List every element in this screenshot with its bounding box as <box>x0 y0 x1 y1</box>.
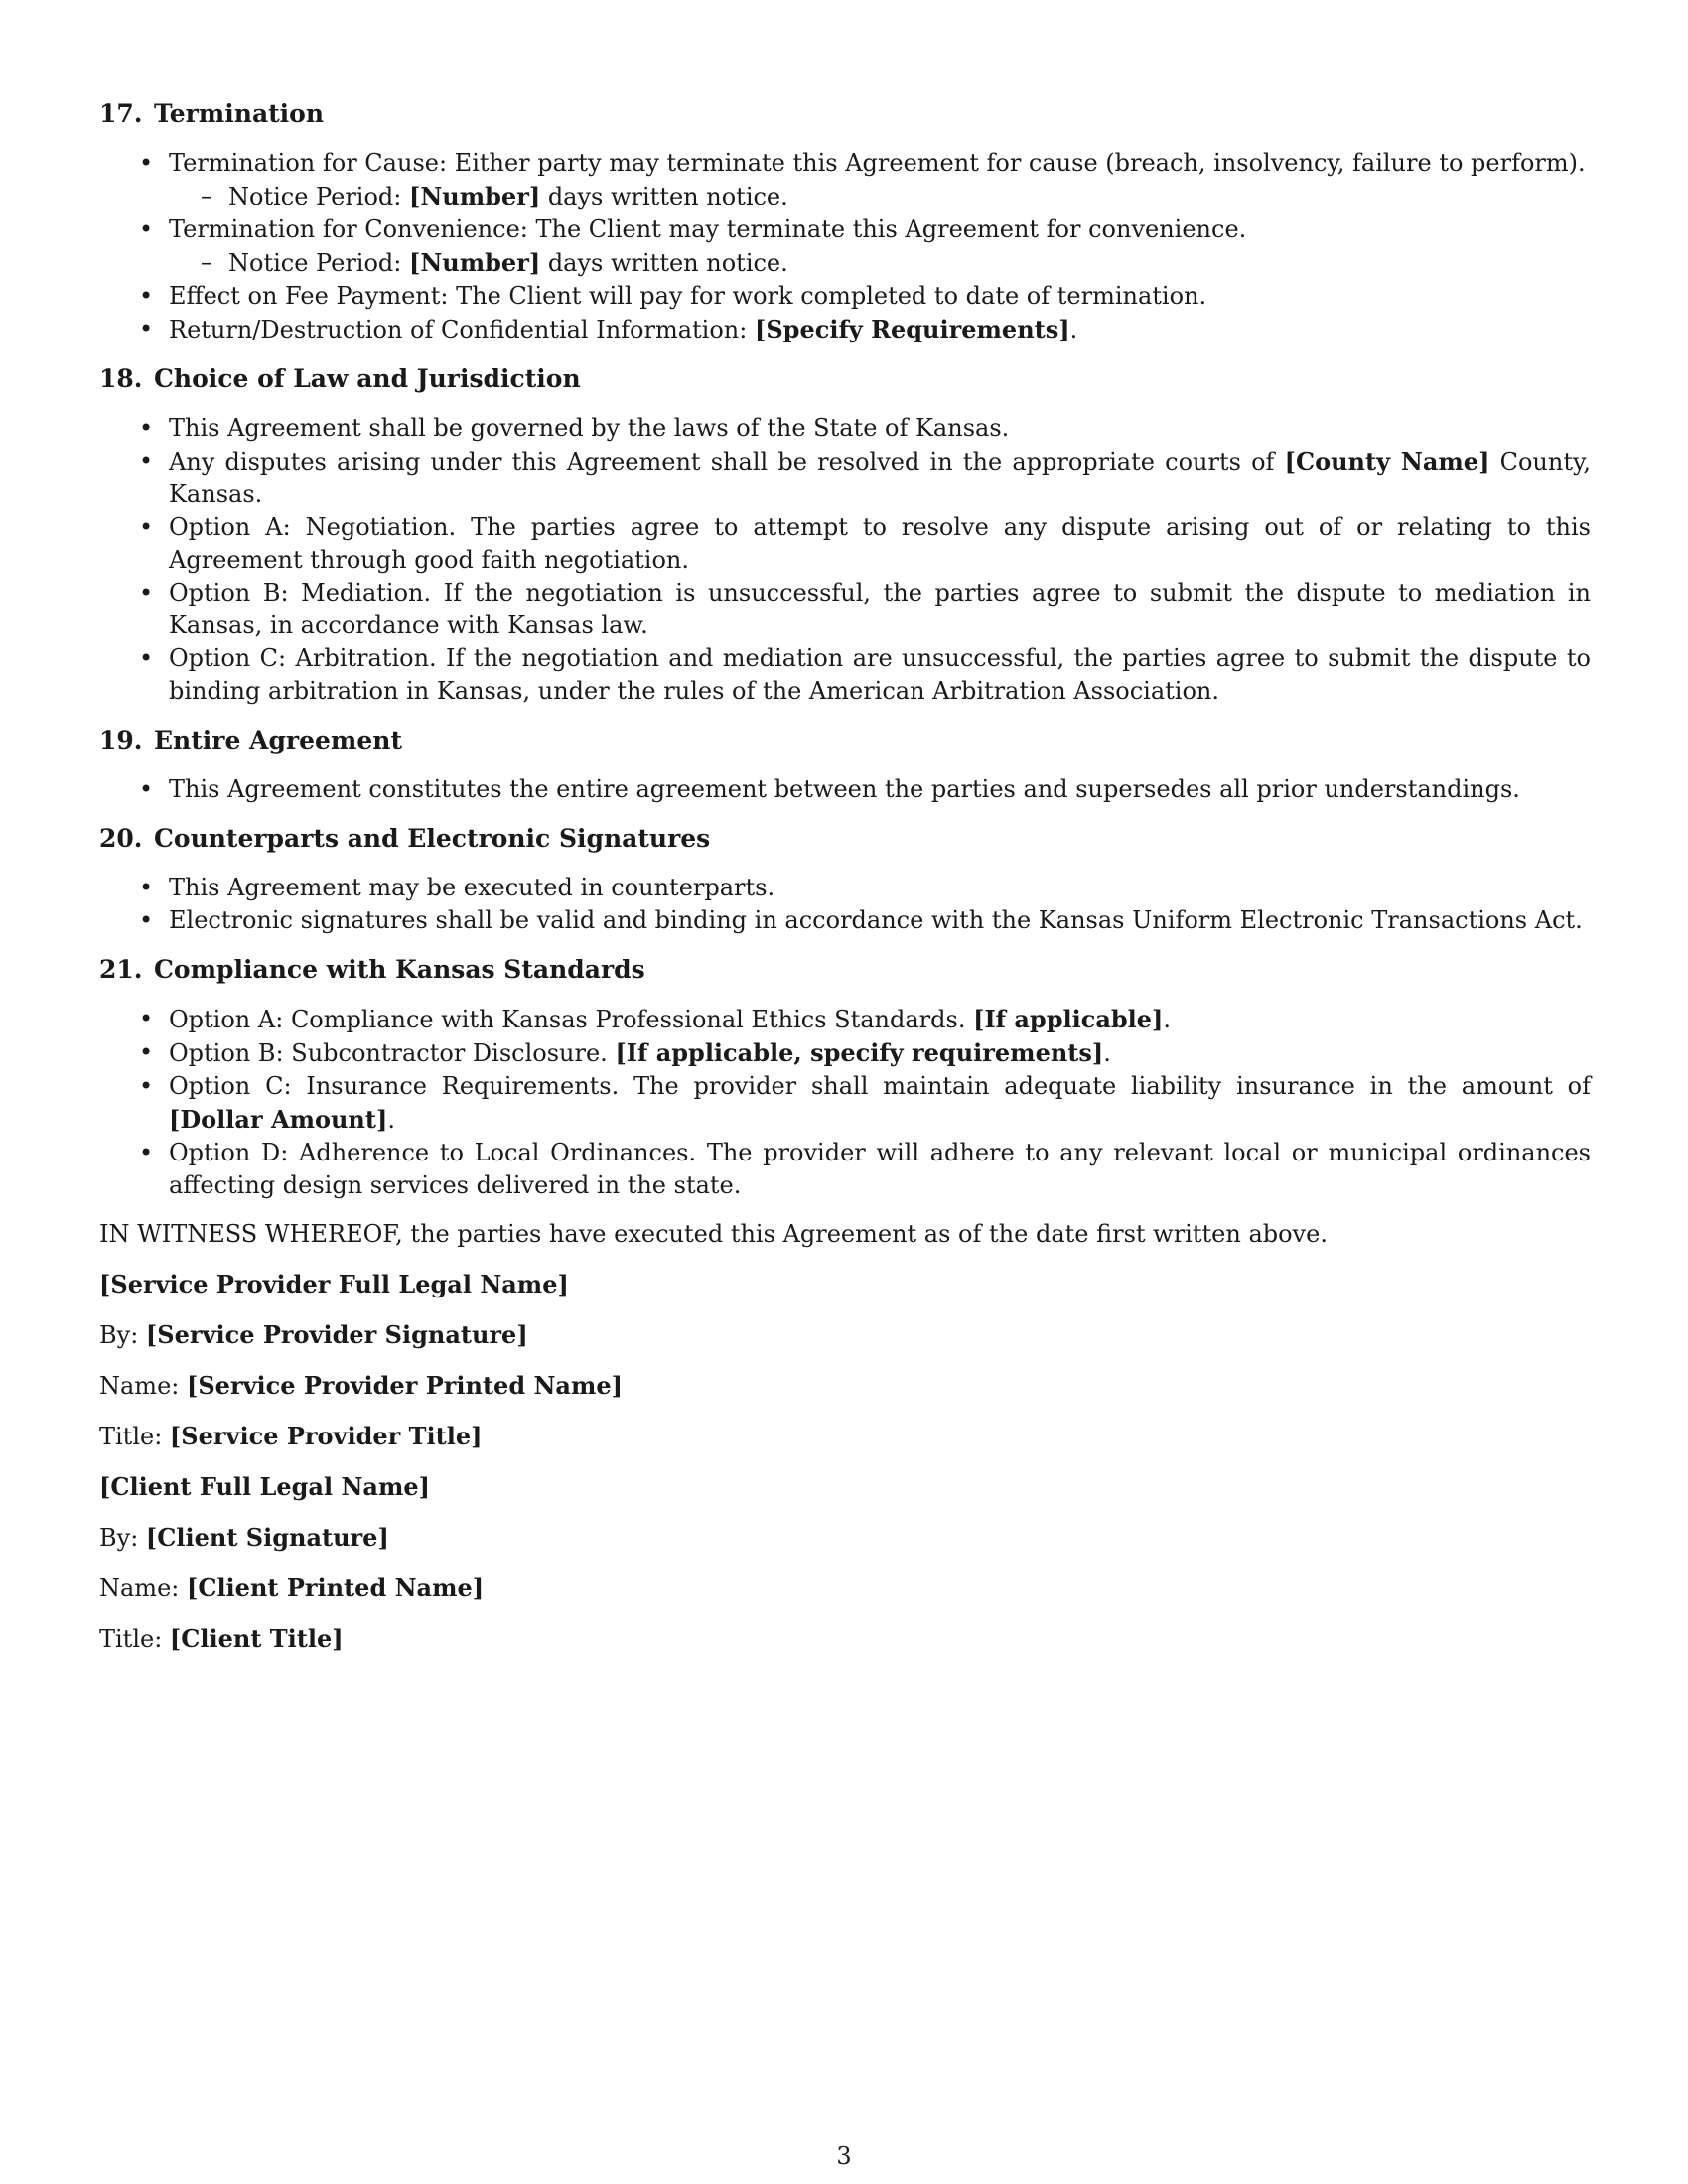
client-title-line <box>99 1622 1591 1656</box>
insurance-option: Option C: Insurance Requirements. The provider shall maintain adequate liability insurance in the amount of <box>169 1072 1591 1100</box>
client-signature-line <box>99 1521 1591 1555</box>
witness-statement: IN WITNESS WHEREOF, the parties have executed this Agreement as of the date first written above. <box>99 1220 1328 1248</box>
client-printed-name-field: [Client Printed Name] <box>186 1573 485 1602</box>
section-number: 21. <box>99 955 143 984</box>
section-number: 17. <box>99 99 143 128</box>
arbitration-option: Option C: Arbitration. If the negotiation and mediation are unsuccessful, the parties agree to submit the dispute to binding arbitration in Kansas, under the rules of the American Arbitration Association. <box>169 644 1591 705</box>
list-item <box>99 577 1591 642</box>
section-title: Entire Agreement <box>154 726 402 754</box>
termination-for-cause-text: Termination for Cause: Either party may terminate this Agreement for cause (breach, insolvency, failure to perform). <box>169 149 1586 177</box>
ordinances-option: Option D: Adherence to Local Ordinances. The provider will adhere to any relevant local or municipal ordinances affecting design services delivered in the state. <box>169 1139 1591 1199</box>
title-label: Title: <box>99 1423 170 1450</box>
client-legal-name <box>99 1470 1591 1504</box>
list-item <box>99 1036 1591 1070</box>
page-number: 3 <box>836 2142 852 2170</box>
client-legal-name-field: [Client Full Legal Name] <box>99 1472 430 1501</box>
ethics-option: Option A: Compliance with Kansas Professional Ethics Standards. <box>169 1006 974 1033</box>
section-20-heading <box>99 822 1591 856</box>
list-item <box>99 445 1591 511</box>
section-19-heading <box>99 724 1591 757</box>
requirements-field: [If applicable, specify requirements] <box>615 1038 1104 1067</box>
return-label: Return/Destruction of Confidential Information: <box>169 316 755 343</box>
period: . <box>1163 1006 1172 1033</box>
list-item <box>99 313 1591 346</box>
section-title: Termination <box>154 99 325 128</box>
list-item <box>99 1137 1591 1202</box>
provider-legal-name-field: [Service Provider Full Legal Name] <box>99 1270 569 1298</box>
section-17-list <box>99 147 1591 346</box>
section-title: Counterparts and Electronic Signatures <box>154 824 711 853</box>
fee-payment-text: Effect on Fee Payment: The Client will pay for work completed to date of termination. <box>169 282 1207 310</box>
negotiation-option: Option A: Negotiation. The parties agree to attempt to resolve any dispute arising out of or relating to this Agreement through good faith negotiation. <box>169 513 1591 574</box>
provider-title-line <box>99 1420 1591 1453</box>
list-item <box>99 1003 1591 1036</box>
section-19-list <box>99 773 1591 806</box>
termination-for-convenience-text: Termination for Convenience: The Client may terminate this Agreement for convenience. <box>169 215 1247 243</box>
list-item <box>99 642 1591 708</box>
notice-number-field: [Number] <box>409 182 541 210</box>
section-number: 20. <box>99 824 143 853</box>
title-label: Title: <box>99 1625 170 1653</box>
entire-agreement-text: This Agreement constitutes the entire agreement between the parties and supersedes all prior understandings. <box>169 775 1520 803</box>
list-item <box>99 147 1591 213</box>
section-number: 18. <box>99 364 143 393</box>
list-item <box>99 1070 1591 1137</box>
period: . <box>387 1106 395 1134</box>
list-item <box>99 904 1591 937</box>
notice-suffix: days written notice. <box>540 249 788 277</box>
section-21-heading <box>99 953 1591 987</box>
list-item <box>99 213 1591 280</box>
sub-list-item <box>169 246 1591 280</box>
section-18-list <box>99 412 1591 708</box>
counterparts-text: This Agreement may be executed in counterparts. <box>169 874 775 901</box>
sub-list <box>169 180 1591 213</box>
county-name-field: [County Name] <box>1284 447 1490 476</box>
dollar-amount-field: [Dollar Amount] <box>169 1105 388 1134</box>
client-signature-field: [Client Signature] <box>145 1523 389 1552</box>
notice-label: Notice Period: <box>228 183 409 210</box>
period: . <box>1103 1039 1111 1067</box>
list-item <box>99 280 1591 313</box>
section-18-heading <box>99 362 1591 396</box>
list-item <box>99 773 1591 806</box>
electronic-signatures-text: Electronic signatures shall be valid and binding in accordance with the Kansas Uniform Electronic Transactions Act. <box>169 906 1583 934</box>
requirements-field: [Specify Requirements] <box>754 315 1070 343</box>
notice-label: Notice Period: <box>228 249 409 277</box>
provider-name-line <box>99 1369 1591 1403</box>
section-21-list <box>99 1003 1591 1202</box>
name-label: Name: <box>99 1574 187 1602</box>
disputes-text: Any disputes arising under this Agreement shall be resolved in the appropriate courts of <box>169 448 1285 476</box>
section-20-list <box>99 872 1591 937</box>
mediation-option: Option B: Mediation. If the negotiation is unsuccessful, the parties agree to submit the dispute to mediation in Kansas, in accordance with Kansas law. <box>169 579 1591 639</box>
disputes-suffix: County, Kansas. <box>169 448 1591 508</box>
provider-printed-name-field: [Service Provider Printed Name] <box>186 1371 623 1400</box>
section-title: Compliance with Kansas Standards <box>154 955 645 984</box>
if-applicable-field: [If applicable] <box>973 1005 1164 1033</box>
name-label: Name: <box>99 1372 187 1400</box>
list-item <box>99 872 1591 904</box>
list-item <box>99 511 1591 577</box>
provider-legal-name <box>99 1268 1591 1301</box>
by-label: By: <box>99 1524 146 1552</box>
sub-list <box>169 246 1591 280</box>
provider-title-field: [Service Provider Title] <box>169 1422 483 1450</box>
notice-number-field: [Number] <box>409 248 541 277</box>
notice-suffix: days written notice. <box>540 183 788 210</box>
provider-signature-field: [Service Provider Signature] <box>145 1320 528 1349</box>
provider-signature-line <box>99 1318 1591 1352</box>
governing-law-text: This Agreement shall be governed by the laws of the State of Kansas. <box>169 414 1010 442</box>
section-number: 19. <box>99 726 143 754</box>
client-title-field: [Client Title] <box>169 1624 344 1653</box>
client-name-line <box>99 1571 1591 1605</box>
subcontractor-option: Option B: Subcontractor Disclosure. <box>169 1039 616 1067</box>
sub-list-item <box>169 180 1591 213</box>
period: . <box>1069 316 1078 343</box>
list-item <box>99 412 1591 445</box>
section-17-heading <box>99 97 1591 131</box>
section-title: Choice of Law and Jurisdiction <box>154 364 581 393</box>
by-label: By: <box>99 1321 146 1349</box>
document-page <box>99 97 1591 1673</box>
